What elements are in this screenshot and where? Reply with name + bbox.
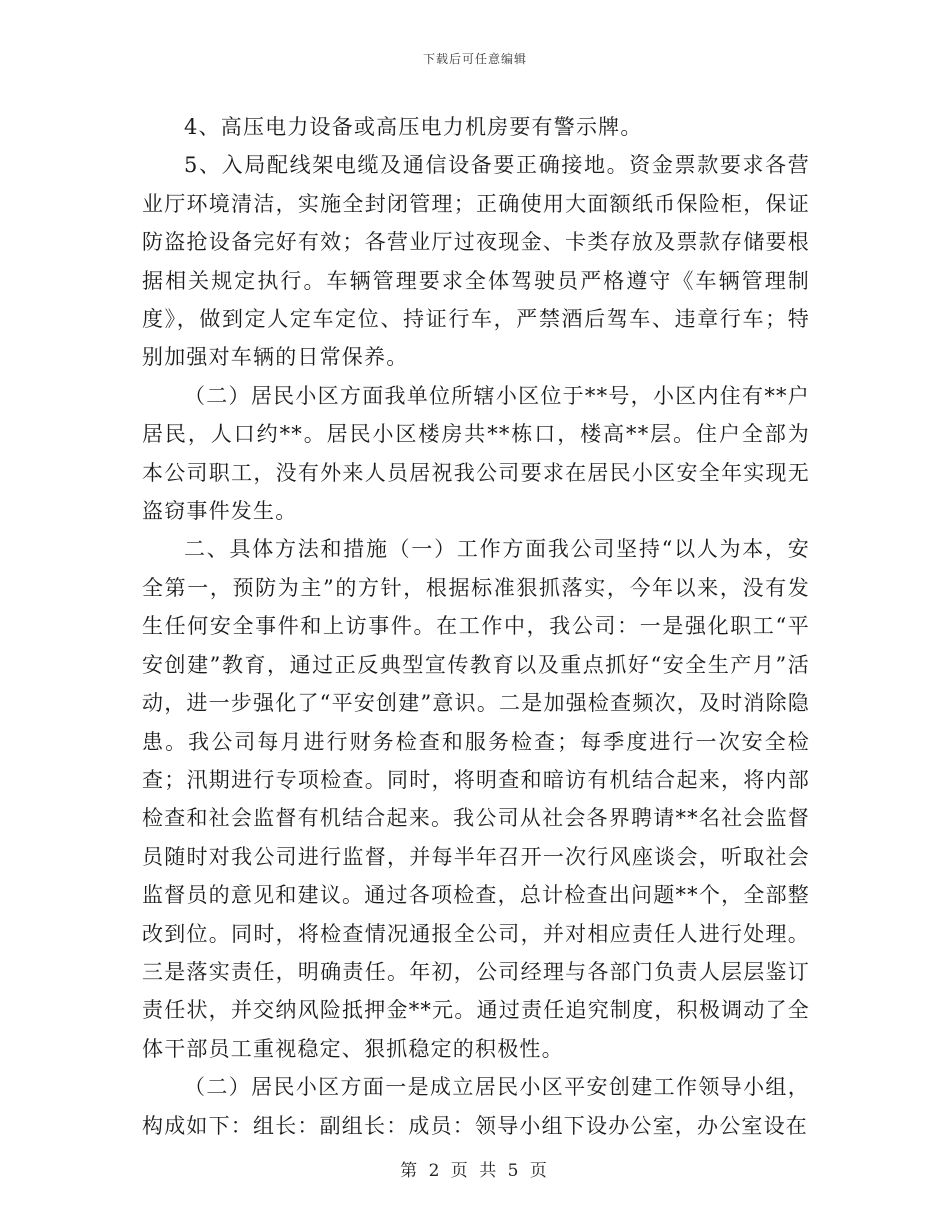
- paragraph-5: （二）居民小区方面一是成立居民小区平安创建工作领导小组，构成如下：组长：副组长：成员：领导小组下设办公室，办公室设在: [142, 1075, 810, 1138]
- page-header: 下载后可任意编辑: [422, 52, 527, 66]
- document-body: [142, 108, 810, 1145]
- page-footer: 第 2 页 共 5 页: [400, 1161, 550, 1181]
- paragraph-2: 5、入局配线架电缆及通信设备要正确接地。资金票款要求各营业厅环境清洁，实施全封闭管理；正确使用大面额纸币保险柜，保证防盗抢设备完好有效；各营业厅过夜现金、卡类存放及票款存储要根据相关规定执行。车辆管理要求全体驾驶员严格遵守《车辆管理制度》，做到定人定车定位、持证行车，严禁酒后驾车、违章行车；特别加强对车辆的日常保养。: [142, 153, 810, 370]
- paragraph-4: 二、具体方法和措施（一）工作方面我公司坚持“以人为本，安全第一，预防为主”的方针，根据标准狠抓落实，今年以来，没有发生任何安全事件和上访事件。在工作中，我公司：一是强化职工“平安创建”教育，通过正反典型宣传教育以及重点抓好“安全生产月”活动，进一步强化了“平安创建”意识。二是加强检查频次，及时消除隐患。我公司每月进行财务检查和服务检查；每季度进行一次安全检查；汛期进行专项检查。同时，将明查和暗访有机结合起来，将内部检查和社会监督有机结合起来。我公司从社会各界聘请**名社会监督员随时对我公司进行监督，并每半年召开一次行风座谈会，听取社会监督员的意见和建议。通过各项检查，总计检查出问题**个，全部整改到位。同时，将检查情况通报全公司，并对相应责任人进行处理。三是落实责任，明确责任。年初，公司经理与各部门负责人层层鉴订责任状，并交纳风险抵押金**元。通过责任追究制度，积极调动了全体干部员工重视稳定、狠抓稳定的积极性。: [142, 537, 810, 1061]
- paragraph-3: （二）居民小区方面我单位所辖小区位于**号，小区内住有**户居民，人口约**。居民小区楼房共**栋口，楼高**层。住户全部为本公司职工，没有外来人员居祝我公司要求在居民小区安全年实现无盗窃事件发生。: [142, 383, 810, 524]
- paragraph-1: 4、高压电力设备或高压电力机房要有警示牌。: [184, 115, 643, 139]
